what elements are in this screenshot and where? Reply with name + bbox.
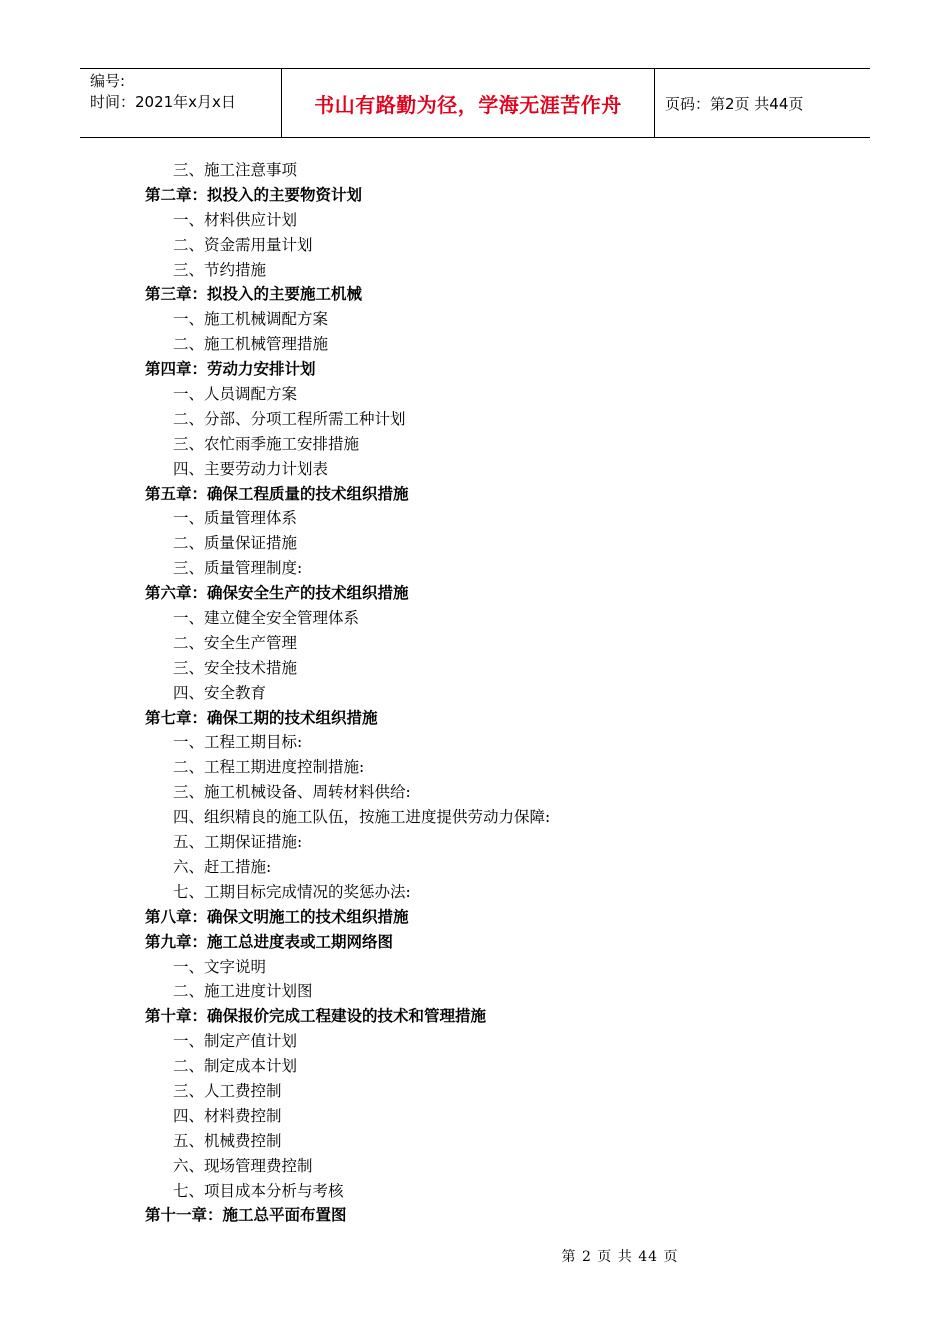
toc-section: 七、项目成本分析与考核 — [173, 1181, 344, 1200]
toc-section: 二、资金需用量计划 — [173, 235, 313, 254]
toc-section: 二、分部、分项工程所需工种计划 — [173, 409, 406, 428]
toc-section: 六、赶工措施: — [173, 857, 272, 876]
time-label: 时间：2021年x月x日 — [90, 93, 236, 111]
toc-section: 三、质量管理制度: — [173, 559, 303, 578]
toc-section: 二、制定成本计划 — [173, 1057, 298, 1076]
header-meta — [80, 69, 282, 137]
toc-chapter: 第九章：施工总进度表或工期网络图 — [145, 931, 394, 951]
toc-chapter: 第六章：确保安全生产的技术组织措施 — [145, 583, 409, 603]
toc-section: 一、材料供应计划 — [173, 210, 298, 229]
toc-section: 二、施工机械管理措施 — [173, 335, 329, 354]
toc-section: 四、安全教育 — [173, 683, 267, 702]
footer-page-number: 第 2 页 共 44 页 — [561, 1249, 679, 1265]
page-footer — [0, 1246, 950, 1266]
header-page-info: 页码：第2页 共44页 — [665, 94, 804, 113]
toc-section: 一、文字说明 — [173, 957, 267, 976]
toc-chapter: 第十一章：施工总平面布置图 — [145, 1205, 347, 1225]
toc-section: 一、质量管理体系 — [173, 509, 298, 528]
toc-section: 二、施工进度计划图 — [173, 982, 313, 1001]
number-label: 编号: — [90, 72, 126, 90]
toc-section: 四、材料费控制 — [173, 1106, 282, 1125]
page-header — [80, 68, 870, 138]
toc-chapter: 第十章：确保报价完成工程建设的技术和管理措施 — [145, 1006, 487, 1026]
toc-section: 三、农忙雨季施工安排措施 — [173, 434, 360, 453]
toc-chapter: 第二章：拟投入的主要物资计划 — [145, 184, 363, 204]
toc-section: 一、施工机械调配方案 — [173, 310, 329, 329]
toc-section: 三、人工费控制 — [173, 1081, 282, 1100]
toc-section: 五、机械费控制 — [173, 1131, 282, 1150]
toc-chapter: 第四章：劳动力安排计划 — [145, 359, 316, 379]
toc-chapter: 第八章：确保文明施工的技术组织措施 — [145, 906, 409, 926]
toc-section: 一、人员调配方案 — [173, 385, 298, 404]
toc-section: 一、工程工期目标: — [173, 733, 303, 752]
toc-section: 七、工期目标完成情况的奖惩办法: — [173, 882, 411, 901]
toc-section: 四、主要劳动力计划表 — [173, 459, 329, 478]
toc-section: 五、工期保证措施: — [173, 833, 303, 852]
toc-section: 一、建立健全安全管理体系 — [173, 609, 360, 628]
toc-chapter: 第三章：拟投入的主要施工机械 — [145, 284, 363, 304]
toc-section: 二、工程工期进度控制措施: — [173, 758, 365, 777]
toc-section: 三、节约措施 — [173, 260, 267, 279]
toc-section: 六、现场管理费控制 — [173, 1156, 313, 1175]
toc-section: 一、制定产值计划 — [173, 1032, 298, 1051]
header-motto: 书山有路勤为径，学海无涯苦作舟 — [282, 69, 655, 137]
toc-chapter: 第五章：确保工程质量的技术组织措施 — [145, 483, 409, 503]
toc-section: 三、安全技术措施 — [173, 658, 298, 677]
toc-chapter: 第七章：确保工期的技术组织措施 — [145, 707, 378, 727]
table-of-contents — [145, 158, 845, 1228]
toc-section: 四、组织精良的施工队伍，按施工进度提供劳动力保障: — [173, 808, 551, 827]
toc-section: 二、质量保证措施 — [173, 534, 298, 553]
toc-section: 三、施工机械设备、周转材料供给: — [173, 783, 411, 802]
toc-section: 三、施工注意事项 — [173, 161, 298, 179]
toc-section: 二、安全生产管理 — [173, 633, 298, 652]
